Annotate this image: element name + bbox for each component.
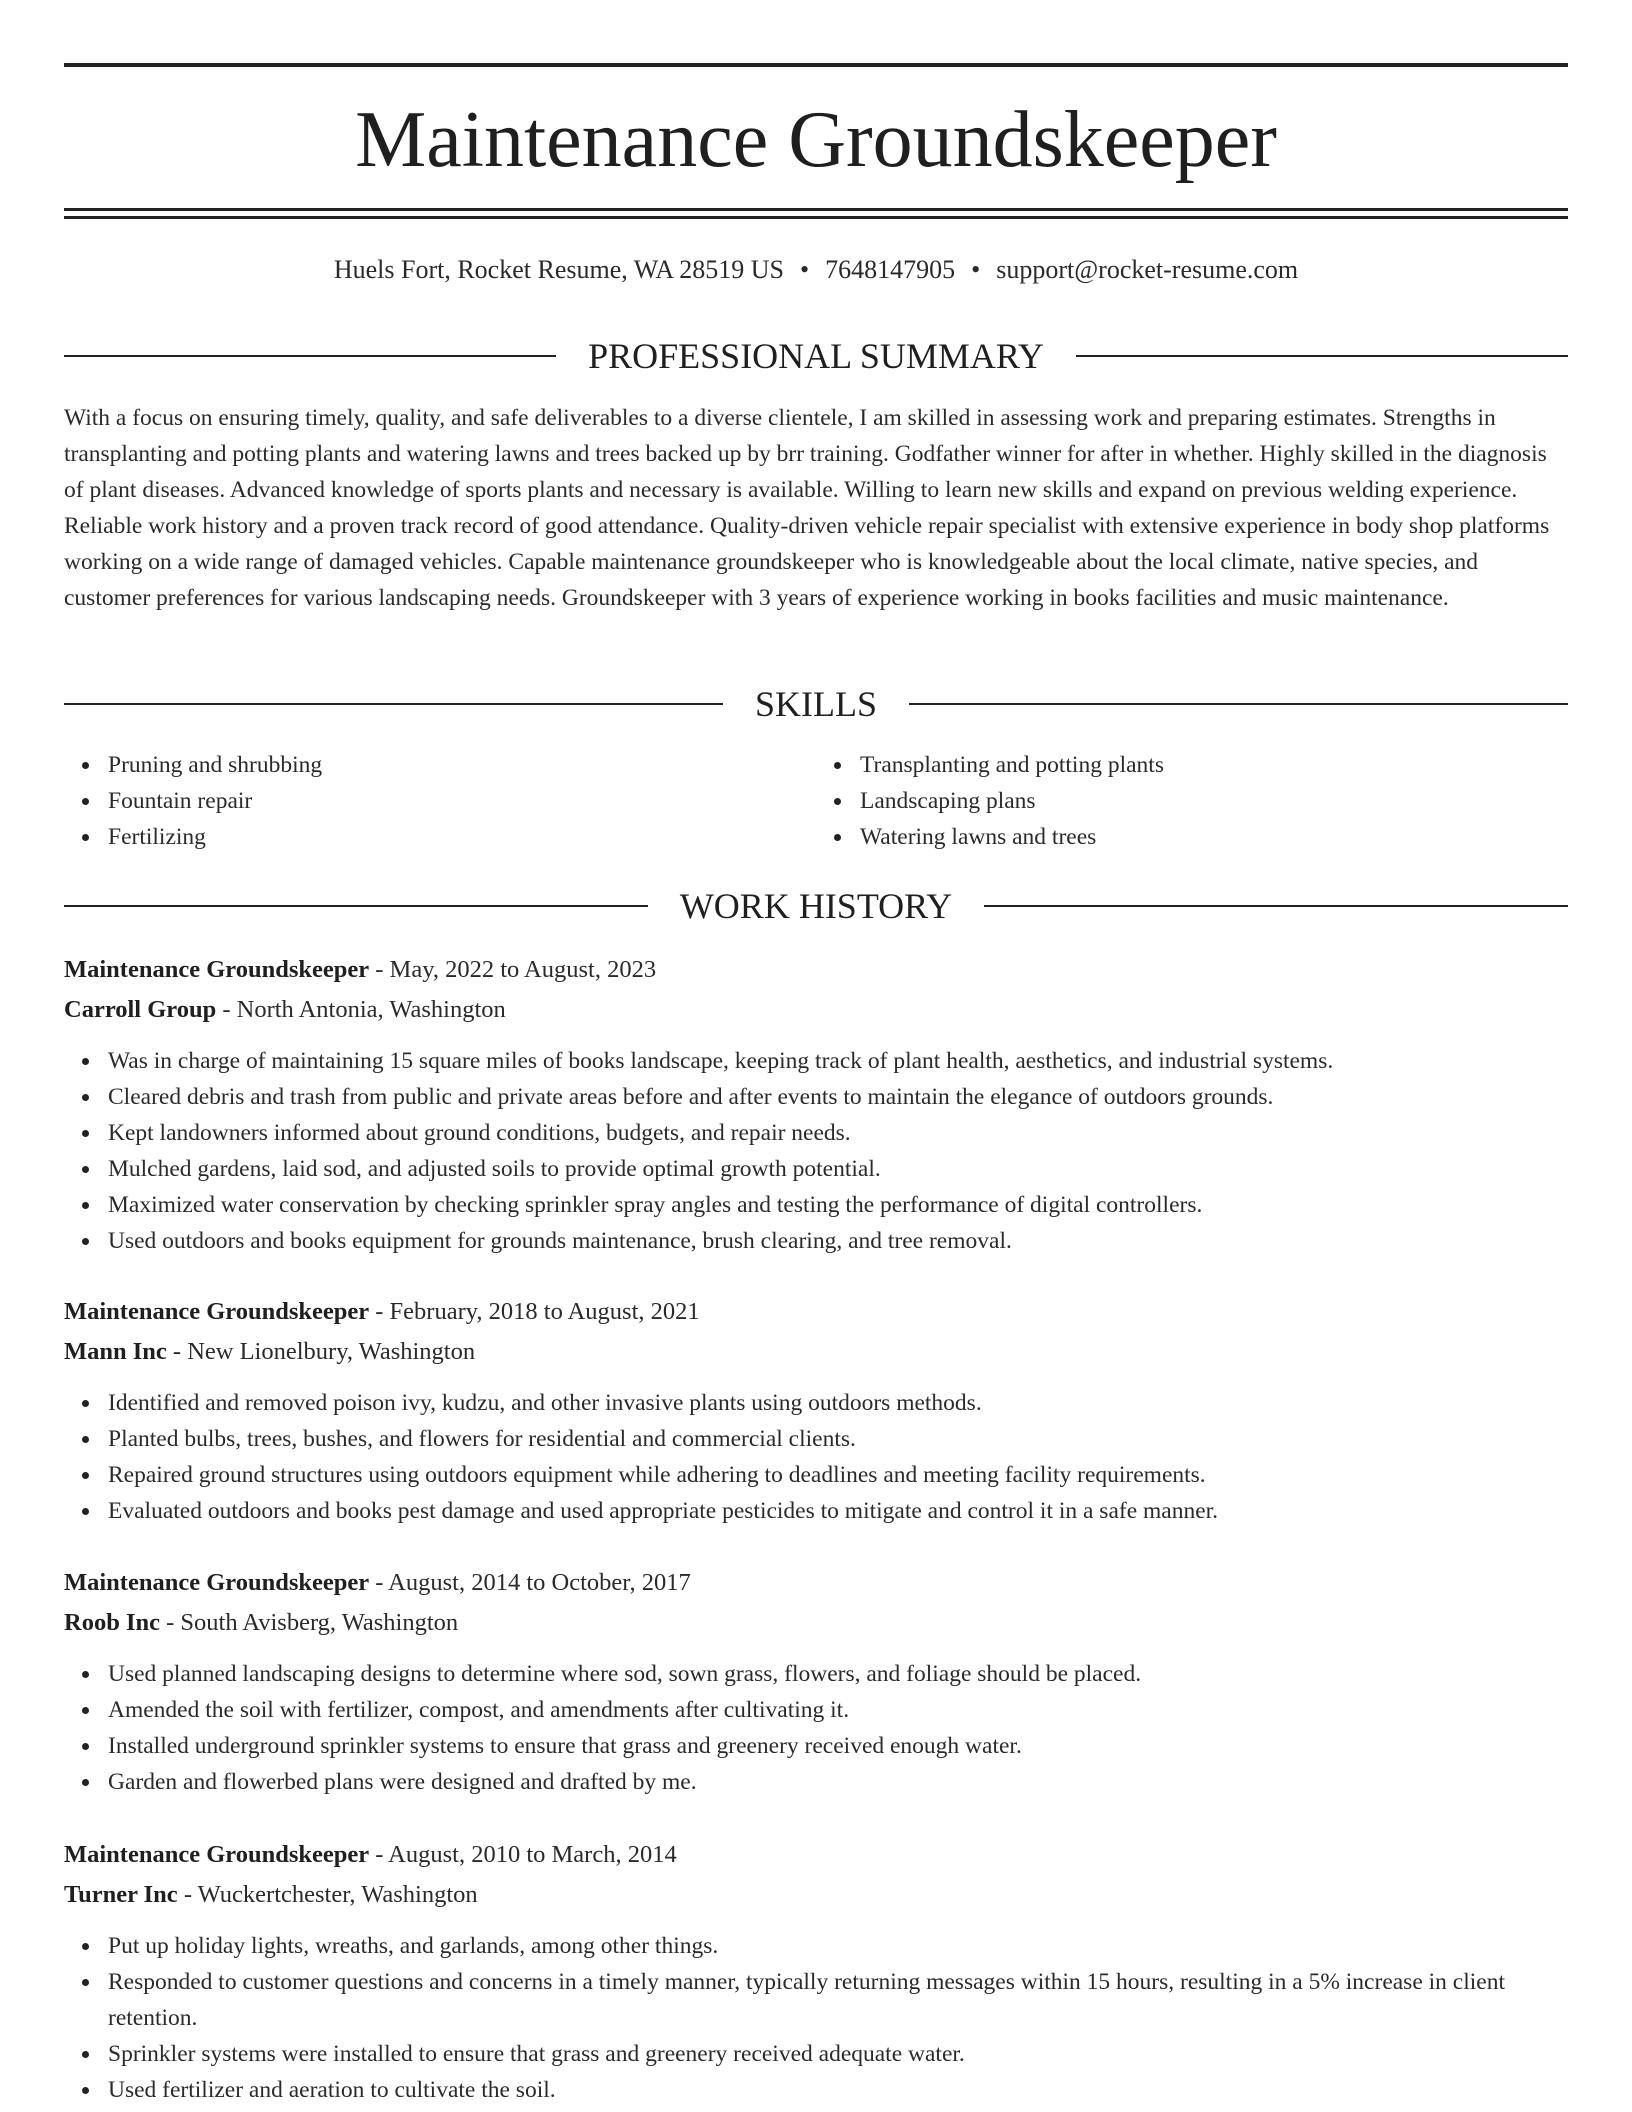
skill-item: Watering lawns and trees xyxy=(860,819,1568,855)
skill-item: Pruning and shrubbing xyxy=(108,747,816,783)
job-dates: - August, 2010 to March, 2014 xyxy=(369,1841,677,1868)
job-duty: Used outdoors and books equipment for grounds maintenance, brush clearing, and tree removal. xyxy=(108,1223,1568,1259)
skill-item: Landscaping plans xyxy=(860,783,1568,819)
job-title-line xyxy=(64,1292,1568,1332)
job-company: Mann Inc xyxy=(64,1338,167,1365)
job-duty: Cleared debris and trash from public and private areas before and after events to maintain the elegance of outdoors grounds. xyxy=(108,1079,1568,1115)
job-duties xyxy=(64,1043,1568,1259)
job-title: Maintenance Groundskeeper xyxy=(64,956,370,983)
job-title-line xyxy=(64,1835,1568,1875)
job-duty: Used fertilizer and aeration to cultivate the soil. xyxy=(108,2072,1568,2108)
name-rule-upper xyxy=(64,208,1568,211)
contact-line xyxy=(64,254,1568,286)
job-dates: - May, 2022 to August, 2023 xyxy=(369,956,657,983)
job-duty: Evaluated outdoors and books pest damage and used appropriate pesticides to mitigate and control it in a safe manner. xyxy=(108,1493,1568,1529)
job-duty: Garden and flowerbed plans were designed and drafted by me. xyxy=(108,1764,1568,1800)
job-location: - New Lionelbury, Washington xyxy=(166,1338,476,1365)
heading-rule-left xyxy=(64,355,556,357)
work-history-heading xyxy=(64,884,1568,928)
job-location: - Wuckertchester, Washington xyxy=(177,1881,478,1908)
job-location: - South Avisberg, Washington xyxy=(159,1609,459,1636)
job-company: Turner Inc xyxy=(64,1881,178,1908)
heading-rule-left xyxy=(64,905,648,907)
job-duty: Kept landowners informed about ground conditions, budgets, and repair needs. xyxy=(108,1115,1568,1151)
contact-phone: 7648147905 xyxy=(825,255,956,284)
job-location: - North Antonia, Washington xyxy=(216,996,506,1023)
contact-address: Huels Fort, Rocket Resume, WA 28519 US xyxy=(333,255,785,284)
job-company-line xyxy=(64,1603,1568,1643)
job-duty: Was in charge of maintaining 15 square miles of books landscape, keeping track of plant health, aesthetics, and industrial systems. xyxy=(108,1043,1568,1079)
name-rule-lower xyxy=(64,216,1568,219)
skills-heading xyxy=(64,682,1568,726)
job-duty: Installed underground sprinkler systems to ensure that grass and greenery received enough water. xyxy=(108,1728,1568,1764)
top-rule xyxy=(64,63,1568,67)
job-company-line xyxy=(64,1332,1568,1372)
heading-rule-right xyxy=(909,703,1568,705)
contact-separator: • xyxy=(971,255,981,284)
job-company: Roob Inc xyxy=(64,1609,160,1636)
job-duty: Mulched gardens, laid sod, and adjusted soils to provide optimal growth potential. xyxy=(108,1151,1568,1187)
job-title: Maintenance Groundskeeper xyxy=(64,1298,370,1325)
heading-rule-right xyxy=(984,905,1568,907)
job-company-line xyxy=(64,1875,1568,1915)
summary-text: With a focus on ensuring timely, quality, and safe deliverables to a diverse clientele, I am skilled in assessing work and preparing estimates. Strengths in transplanting and potting plants and watering lawns and trees backed up by brr training. Godfather winner for after in whether. Highly skilled in the diagnosis of plant diseases. Advanced knowledge of sports plants and necessary is available. Willing to learn new skills and expand on previous welding experience. Reliable work history and a proven track record of good attendance. Quality-driven vehicle repair specialist with extensive experience in body shop platforms working on a wide range of damaged vehicles. Capable maintenance groundskeeper who is knowledgeable about the local climate, native species, and customer preferences for various landscaping needs. Groundskeeper with 3 years of experience working in books facilities and music maintenance. xyxy=(64,405,1550,611)
job-title-line xyxy=(64,950,1568,990)
heading-rule-right xyxy=(1076,355,1568,357)
job-entry xyxy=(64,1835,1568,2108)
contact-email[interactable]: support@rocket-resume.com xyxy=(996,255,1299,284)
skills-column-right xyxy=(816,747,1568,855)
resume-name: Maintenance Groundskeeper xyxy=(355,96,1277,184)
skills-column-left xyxy=(64,747,816,855)
job-entry xyxy=(64,950,1568,1259)
job-duty: Used planned landscaping designs to determine where sod, sown grass, flowers, and foliage should be placed. xyxy=(108,1656,1568,1692)
job-company: Carroll Group xyxy=(64,996,217,1023)
job-duty: Maximized water conservation by checking sprinkler spray angles and testing the performance of digital controllers. xyxy=(108,1187,1568,1223)
job-duties xyxy=(64,1385,1568,1529)
job-title: Maintenance Groundskeeper xyxy=(64,1569,370,1596)
job-title-line xyxy=(64,1563,1568,1603)
contact-separator: • xyxy=(800,255,810,284)
job-duty: Amended the soil with fertilizer, compost, and amendments after cultivating it. xyxy=(108,1692,1568,1728)
skill-item: Transplanting and potting plants xyxy=(860,747,1568,783)
skills-heading-title: SKILLS xyxy=(755,684,878,724)
job-entry xyxy=(64,1292,1568,1529)
summary-heading xyxy=(64,334,1568,378)
work-history-heading-title: WORK HISTORY xyxy=(679,886,953,926)
job-entry xyxy=(64,1563,1568,1800)
job-dates: - February, 2018 to August, 2021 xyxy=(369,1298,700,1325)
skill-item: Fertilizing xyxy=(108,819,816,855)
job-duty: Sprinkler systems were installed to ensure that grass and greenery received adequate water. xyxy=(108,2036,1568,2072)
job-company-line xyxy=(64,990,1568,1030)
job-duty: Planted bulbs, trees, bushes, and flowers for residential and commercial clients. xyxy=(108,1421,1568,1457)
heading-rule-left xyxy=(64,703,723,705)
job-duty: Repaired ground structures using outdoors equipment while adhering to deadlines and meeting facility requirements. xyxy=(108,1457,1568,1493)
job-duty: Put up holiday lights, wreaths, and garlands, among other things. xyxy=(108,1928,1568,1964)
skill-item: Fountain repair xyxy=(108,783,816,819)
job-duty: Identified and removed poison ivy, kudzu, and other invasive plants using outdoors methods. xyxy=(108,1385,1568,1421)
summary-heading-title: PROFESSIONAL SUMMARY xyxy=(588,336,1044,376)
job-duties xyxy=(64,1656,1568,1800)
job-title: Maintenance Groundskeeper xyxy=(64,1841,370,1868)
job-duty: Responded to customer questions and concerns in a timely manner, typically returning messages within 15 hours, resulting in a 5% increase in client retention. xyxy=(108,1964,1568,2036)
skills-list xyxy=(64,747,1568,855)
job-duties xyxy=(64,1928,1568,2108)
job-dates: - August, 2014 to October, 2017 xyxy=(369,1569,691,1596)
